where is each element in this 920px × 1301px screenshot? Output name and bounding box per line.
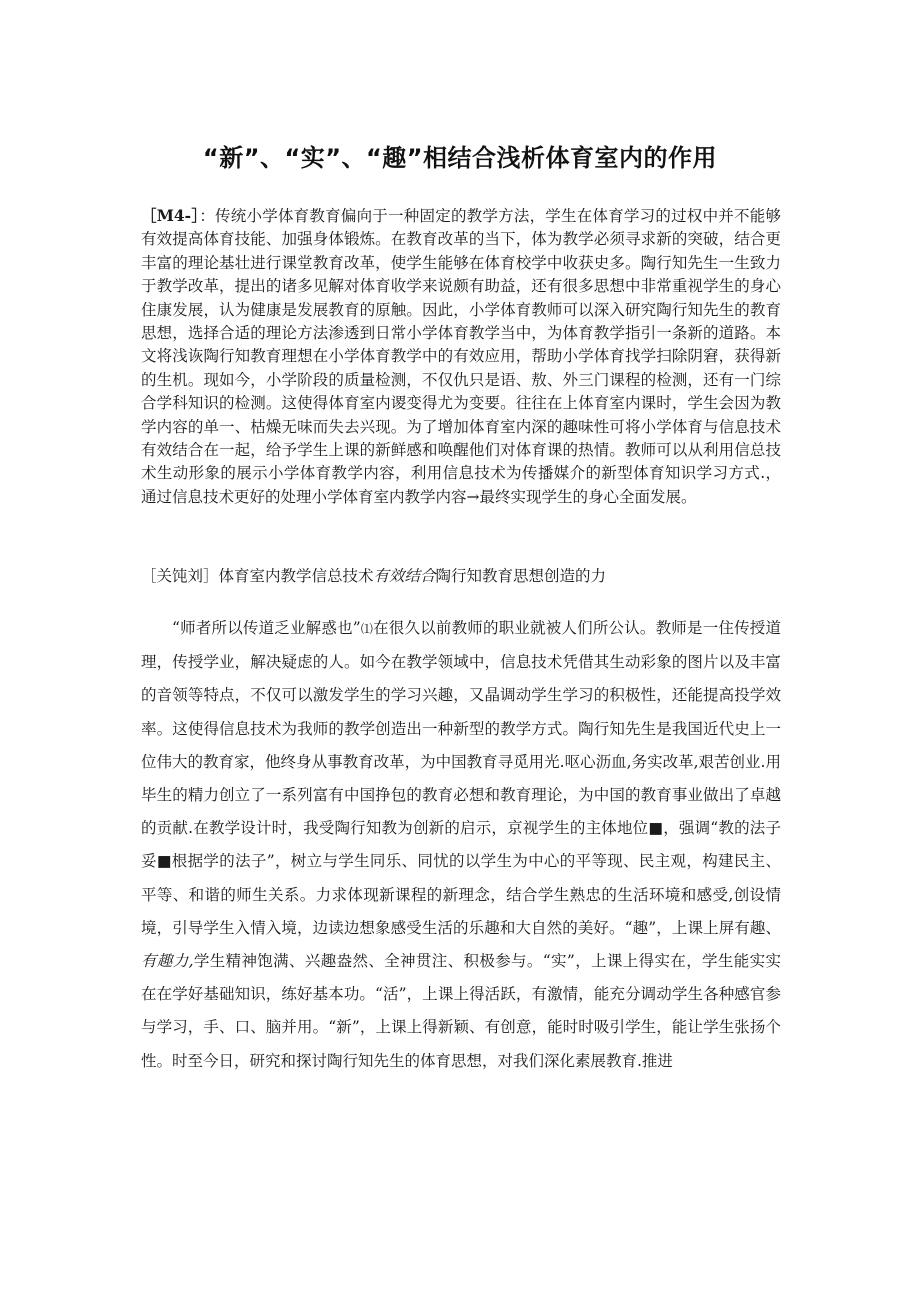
- body-paragraph: [141, 612, 781, 1078]
- footnote-reference: ⑴: [360, 622, 374, 636]
- keywords-prefix: ［关饨刘］体育室内教学信总技术: [141, 567, 374, 585]
- abstract-label: ［M4-］: [141, 206, 200, 225]
- abstract-text: ：传统小学体育教育偏向于一种固定的教学方法，学生在体育学习的过权中并不能够有效提高体育技能、加强身体锻炼。在教育改革的当下，体为教学必须寻求新的突破，结合更丰富的理论基壮进行课堂教育改革，使学生能够在体育校学中收获史多。陶行知先生一生致力于教学改革，提出的诸多见解对体育收学来说颇有助益，还有很多思想中非常重视学生的身心住康发展，认为健康是发展教育的原触。因此，小学体育教师可以深入研究陶行知先生的教育思想，选择合适的理论方法渗透到日常小学体育教学当中，为体育教学指引一条新的道路。本文将浅诙陶行知教育理想在小学体育教学中的有效应用，帮助小学体育找学扫除阴窘，获得新的生机。现如今，小学阶段的质量检测，不仅仇只是语、敖、外三门课程的检测，还有一门综合学科知识的检测。这使得体育室内谡变得尤为变要。往往在上体育室内课时，学生会因为教学内容的单一、枯燥无味而失去兴现。为了增加体育室内深的趣味性可将小学体育与信息技术有效结合在一起，给予学生上课的新鲜感和唤醒他们对体育课的热情。教师可以从利用信总技术生动形象的展示小学体育教学内容，利用信息技术为传播媒介的新型体育知识学习方式.，通过信息技术更好的处理小学体育室内教学内容→最终实现学生的身心全面发展。: [141, 207, 781, 506]
- abstract-paragraph: [141, 204, 781, 509]
- body-text-part-2: 在很久以前教师的职业就被人们所公认。教师是一住传授道理，传授学业，解决疑虑的人。如今在教学领域中，信息技术凭借其生动彩象的图片以及丰富的音领等特点，不仅可以激发学生的学习兴趣，又晶调动学生学习的积极性，还能提高投学效率。这使得信息技术为我师的教学创造出一种新型的教学方式。陶行知先生是我国近代史上一位伟大的教育家，他终身从事教育改革，为中国教育寻觅用光.呕心沥血,务实改革,艰苦创业.用毕生的精力创立了一系列富有中国挣包的教育必想和教育理论，为中国的教育事业做出了卓越的贡献.在教学设计时，我受陶行知教为创新的启示，京视学生的主体地位■，强调“教的法子妥■根据学的法子”，树立与学生同乐、同忧的以学生为中心的平等现、民主观，构建民主、平等、和谐的师生关系。力求体现新课程的新理念，结合学生熟忠的生活环境和感受,创设情境，引导学生入情入境，边读边想象感受生活的乐趣和大自然的美好。“趣”，上课上屏有趣、: [141, 619, 781, 937]
- body-italic-phrase: 有趣力,: [141, 952, 194, 971]
- keywords-italic: 有效结合: [373, 567, 436, 585]
- document-title: “新”、“实”、“趣”相结合浅析体育室内的作用: [202, 144, 718, 172]
- keywords-suffix: 陶行知教育思想创造的力: [435, 567, 607, 585]
- body-text-part-3: 学生精神饱满、兴趣盎然、全神贯注、积极参与。“实”，上课上得实在，学生能实实在在学好基础知识，练好基本功。“活”，上课上得活跃，有激情，能充分调动学生各种感官参与学习，手、口、脑并用。“新”，上课上得新颖、有创意，能时时吸引学生，能让学生张扬个性。时至今日，研究和探讨陶行知先生的体育思想，对我们深化素展教育.推进: [141, 952, 781, 1070]
- keywords-line: [141, 564, 781, 588]
- body-quote: “师者所以传道乏业解惑也”: [172, 619, 361, 637]
